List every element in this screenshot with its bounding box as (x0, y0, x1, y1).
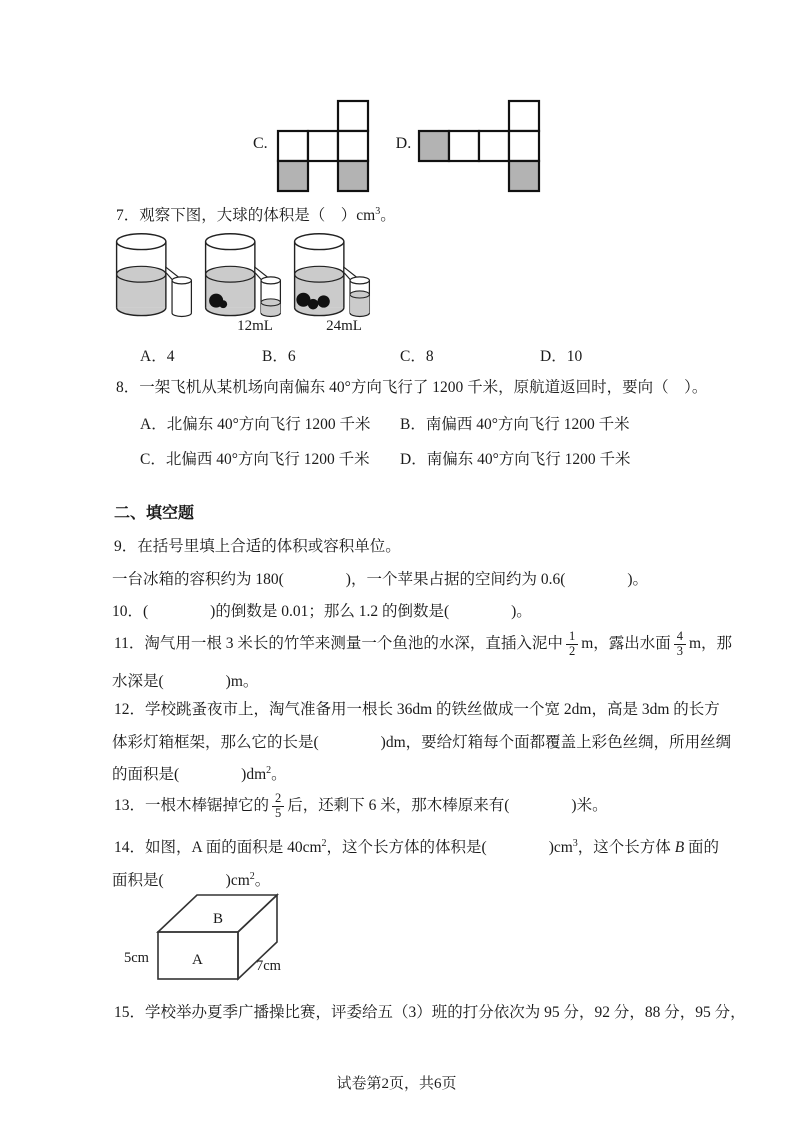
q8-option-c: C．北偏西 40°方向飞行 1200 千米 (140, 451, 370, 468)
q14-part-3: ，这个长方体 (577, 839, 675, 856)
q14-line-1 (114, 838, 719, 857)
q8-option-b: B．南偏西 40°方向飞行 1200 千米 (400, 416, 630, 433)
q11-part-1: 11．淘气用一根 3 米长的竹竿来测量一个鱼池的水深，直插入泥中 (114, 634, 563, 652)
net-c-label: C. (253, 135, 268, 152)
cube-net-c-figure (276, 99, 370, 193)
q7-stem (116, 206, 396, 225)
q14-line-2 (112, 871, 270, 890)
beaker-set-2-figure (201, 232, 285, 320)
q14-sup-2: 3 (572, 837, 578, 849)
q11-line-1 (114, 630, 732, 659)
q7-option-b: B．6 (262, 348, 296, 365)
net-c-shaded-square-1 (278, 161, 308, 191)
fraction-4-3 (674, 630, 686, 659)
fraction-2-5 (272, 792, 284, 821)
q13-part-2: 后，还剩下 6 米，那木棒原来有( )米。 (287, 796, 608, 814)
q8-option-a: A．北偏东 40°方向飞行 1200 千米 (140, 416, 371, 433)
cuboid-height-label: 5cm (124, 950, 149, 966)
q14-part-2: ，这个长方体的体积是( )cm (326, 839, 573, 856)
q11-part-2: m，露出水面 (581, 634, 671, 652)
net-c-shaded-square-2 (338, 161, 368, 191)
beaker-set-1-figure (112, 232, 196, 320)
net-d-shaded-square-1 (419, 131, 449, 161)
fraction-1-2 (566, 630, 578, 659)
q8-options-row-1 (116, 412, 736, 432)
net-d-shaded-square-2 (509, 161, 539, 191)
q9-line-2: 一台冰箱的容积约为 180( )，一个苹果占据的空间约为 0.6( )。 (112, 571, 649, 588)
page-footer: 试卷第2页，共6页 (336, 1076, 457, 1092)
fraction-numerator: 1 (568, 629, 576, 643)
q12-line-3 (112, 765, 287, 784)
cube-net-options (253, 99, 541, 193)
small-ball-2 (219, 300, 227, 308)
q7-options-row (116, 344, 716, 364)
cuboid-front-face-label: A (192, 952, 203, 968)
q14-part-4: 面的 (684, 839, 720, 856)
q14-line-2-text: 面积是( )cm (112, 872, 250, 889)
beaker-set-3-figure (290, 232, 374, 320)
fraction-denominator: 5 (272, 806, 284, 821)
q15-text: 15．学校举办夏季广播操比赛，评委给五（3）班的打分依次为 95 分，92 分，88 分，95 分， (114, 1004, 746, 1021)
big-ball-3 (317, 295, 329, 307)
q10-text: 10．( )的倒数是 0.01；那么 1.2 的倒数是( )。 (112, 603, 532, 620)
beaker-set-2 (201, 232, 285, 335)
q7-beaker-figures (112, 232, 374, 335)
q7-option-c: C．8 (400, 348, 434, 365)
fraction-denominator: 2 (566, 644, 578, 659)
beaker-set-1 (112, 232, 196, 335)
q12-line-1: 12．学校跳蚤夜市上，淘气准备用一根长 36dm 的铁丝做成一个宽 2dm，高是 3dm 的长方 (114, 701, 720, 718)
fraction-numerator: 4 (676, 629, 683, 643)
q13-line (114, 792, 608, 821)
q12-line-3-text: 的面积是( )dm (112, 766, 267, 783)
q14-sup-1: 2 (321, 837, 327, 849)
q12-line-3-sup: 2 (266, 764, 272, 776)
beaker-2-volume-label: 12mL (237, 318, 273, 334)
beaker-set-3 (290, 232, 374, 335)
cube-net-d-figure (417, 99, 541, 193)
q12-line-2: 体彩灯箱框架，那么它的长是( )dm，要给灯箱每个面都覆盖上彩色丝绸，所用丝绸 (112, 734, 732, 751)
fraction-numerator: 2 (275, 791, 282, 805)
cuboid-top-face-label: B (213, 911, 224, 927)
big-ball-2 (308, 299, 319, 310)
cuboid-depth-label: 7cm (256, 958, 281, 974)
q14-cuboid-figure (120, 890, 330, 990)
q7-stem-text: 7．观察下图，大球的体积是（ ）cm (116, 207, 376, 224)
q7-option-d: D．10 (540, 348, 583, 365)
section-2-title: 二、填空题 (114, 505, 195, 522)
q14-part-1: 14．如图，A 面的面积是 40cm (114, 839, 322, 856)
q14-face-b-letter: B (674, 839, 685, 856)
q7-stem-sup: 3 (375, 205, 381, 217)
q14-line-2-period: 。 (254, 872, 271, 889)
q7-stem-period: 。 (380, 207, 396, 224)
q9-line-1: 9．在括号里填上合适的体积或容积单位。 (114, 538, 401, 555)
q11-part-3: m，那 (689, 634, 733, 652)
q11-line-2: 水深是( )m。 (112, 673, 259, 690)
q7-option-a: A．4 (140, 348, 175, 365)
q8-stem: 8．一架飞机从某机场向南偏东 40°方向飞行了 1200 千米，原航道返回时，要向（ ）。 (116, 379, 708, 396)
q8-option-d: D．南偏东 40°方向飞行 1200 千米 (400, 451, 631, 468)
fraction-denominator: 3 (674, 644, 686, 659)
q13-part-1: 13．一根木棒锯掉它的 (114, 796, 270, 814)
net-d-label: D. (395, 135, 412, 152)
beaker-3-volume-label: 24mL (326, 318, 362, 334)
q8-options-row-2 (116, 447, 736, 467)
q12-line-3-period: 。 (271, 766, 287, 783)
q14-line-2-sup: 2 (249, 870, 255, 882)
